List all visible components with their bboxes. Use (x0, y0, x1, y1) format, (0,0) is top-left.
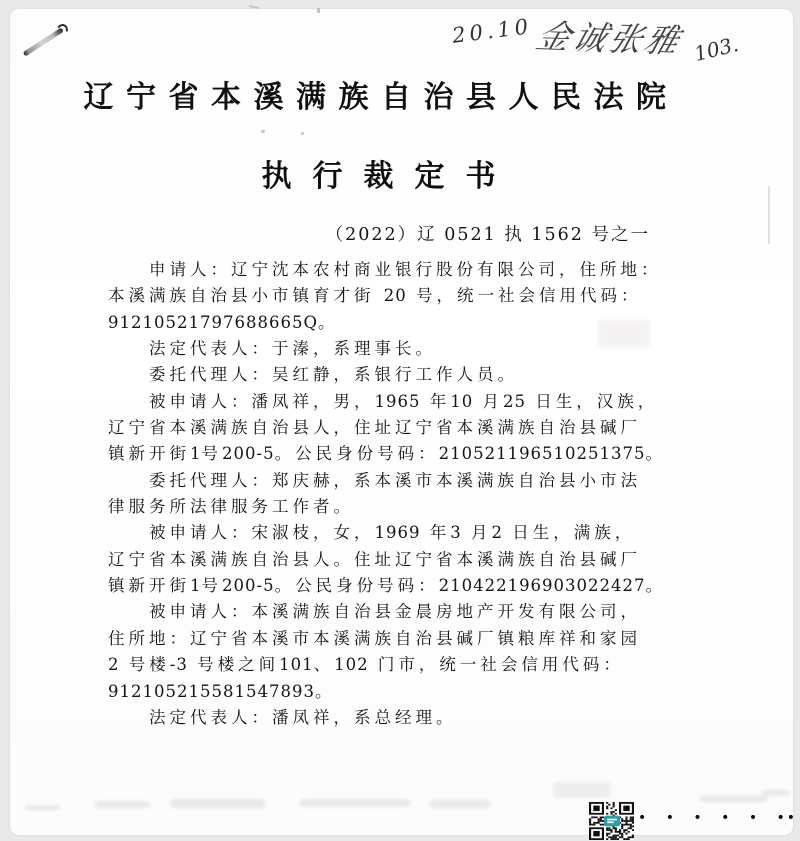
scan-smudge (300, 799, 410, 807)
body-text-line: 辽宁省本溪满族自治县人。住址辽宁省本溪满族自治县碱厂 (108, 549, 641, 569)
scan-smudge (95, 801, 150, 808)
qr-code-icon (589, 802, 634, 840)
case-number: （2022）辽 0521 执 1562 号之一 (325, 225, 650, 245)
body-text-line: 被申请人：潘凤祥，男，1965 年10 月25 日生，汉族， (149, 391, 659, 411)
body-text-line: 委托代理人：吴红静，系银行工作人员。 (149, 365, 518, 385)
scan-smudge (430, 800, 490, 808)
body-text-line: 被申请人：本溪满族自治县金晨房地产开发有限公司， (149, 602, 641, 622)
scan-smudge (700, 795, 768, 802)
scan-smudge (25, 805, 60, 810)
body-text-line: 住所地：辽宁省本溪市本溪满族自治县碱厂镇粮库祥和家园 (108, 628, 641, 648)
body-text-line: 镇新开街1号200-5。公民身份号码：210422196903022427。 (108, 576, 667, 596)
body-text-line: 2 号楼-3 号楼之间101、102 门市，统一社会信用代码： (108, 655, 624, 675)
body-text-line: 辽宁省本溪满族自治县人，住址辽宁省本溪满族自治县碱厂 (108, 418, 641, 438)
scan-ghost-mark (598, 320, 650, 348)
body-text-line: 法定代表人：于溱，系理事长。 (149, 339, 436, 359)
handwritten-signature: 金诚张雅 (531, 16, 687, 61)
scan-smudge (762, 790, 790, 796)
body-text-line: 91210521797688665Q。 (108, 312, 339, 332)
document-title: 执行裁定书 (261, 159, 517, 194)
scan-scratch (768, 186, 770, 244)
body-text-line: 被申请人：宋淑枝，女，1969 年3 月2 日生，满族， (149, 523, 636, 543)
scan-smudge (553, 782, 611, 798)
body-text-line: 法定代表人：潘凤祥，系总经理。 (149, 707, 457, 727)
scan-dot (261, 130, 265, 133)
handwritten-date: 20.10 (450, 14, 534, 48)
handwritten-number: 103. (691, 31, 741, 67)
document-body (108, 257, 668, 731)
scan-smudge (170, 799, 265, 808)
body-text-line: 本溪满族自治县小市镇育才街 20 号，统一社会信用代码： (108, 286, 642, 306)
body-text-line: 律服务所法律服务工作者。 (108, 497, 354, 517)
body-text-line: 申请人：辽宁沈本农村商业银行股份有限公司，住所地： (149, 260, 662, 279)
body-text-line: 委托代理人：郑庆赫，系本溪市本溪满族自治县小市法 (149, 470, 641, 490)
body-text-line: 镇新开街1号200-5。公民身份号码：210521196510251375。 (108, 444, 667, 464)
body-text-line: 912105215581547893。 (108, 681, 336, 701)
court-name-title: 辽宁省本溪满族自治县人民法院 (83, 80, 679, 115)
scan-dot (301, 132, 304, 135)
scan-tick (317, 8, 320, 13)
separator-dots: • • • • • •• (638, 810, 798, 826)
